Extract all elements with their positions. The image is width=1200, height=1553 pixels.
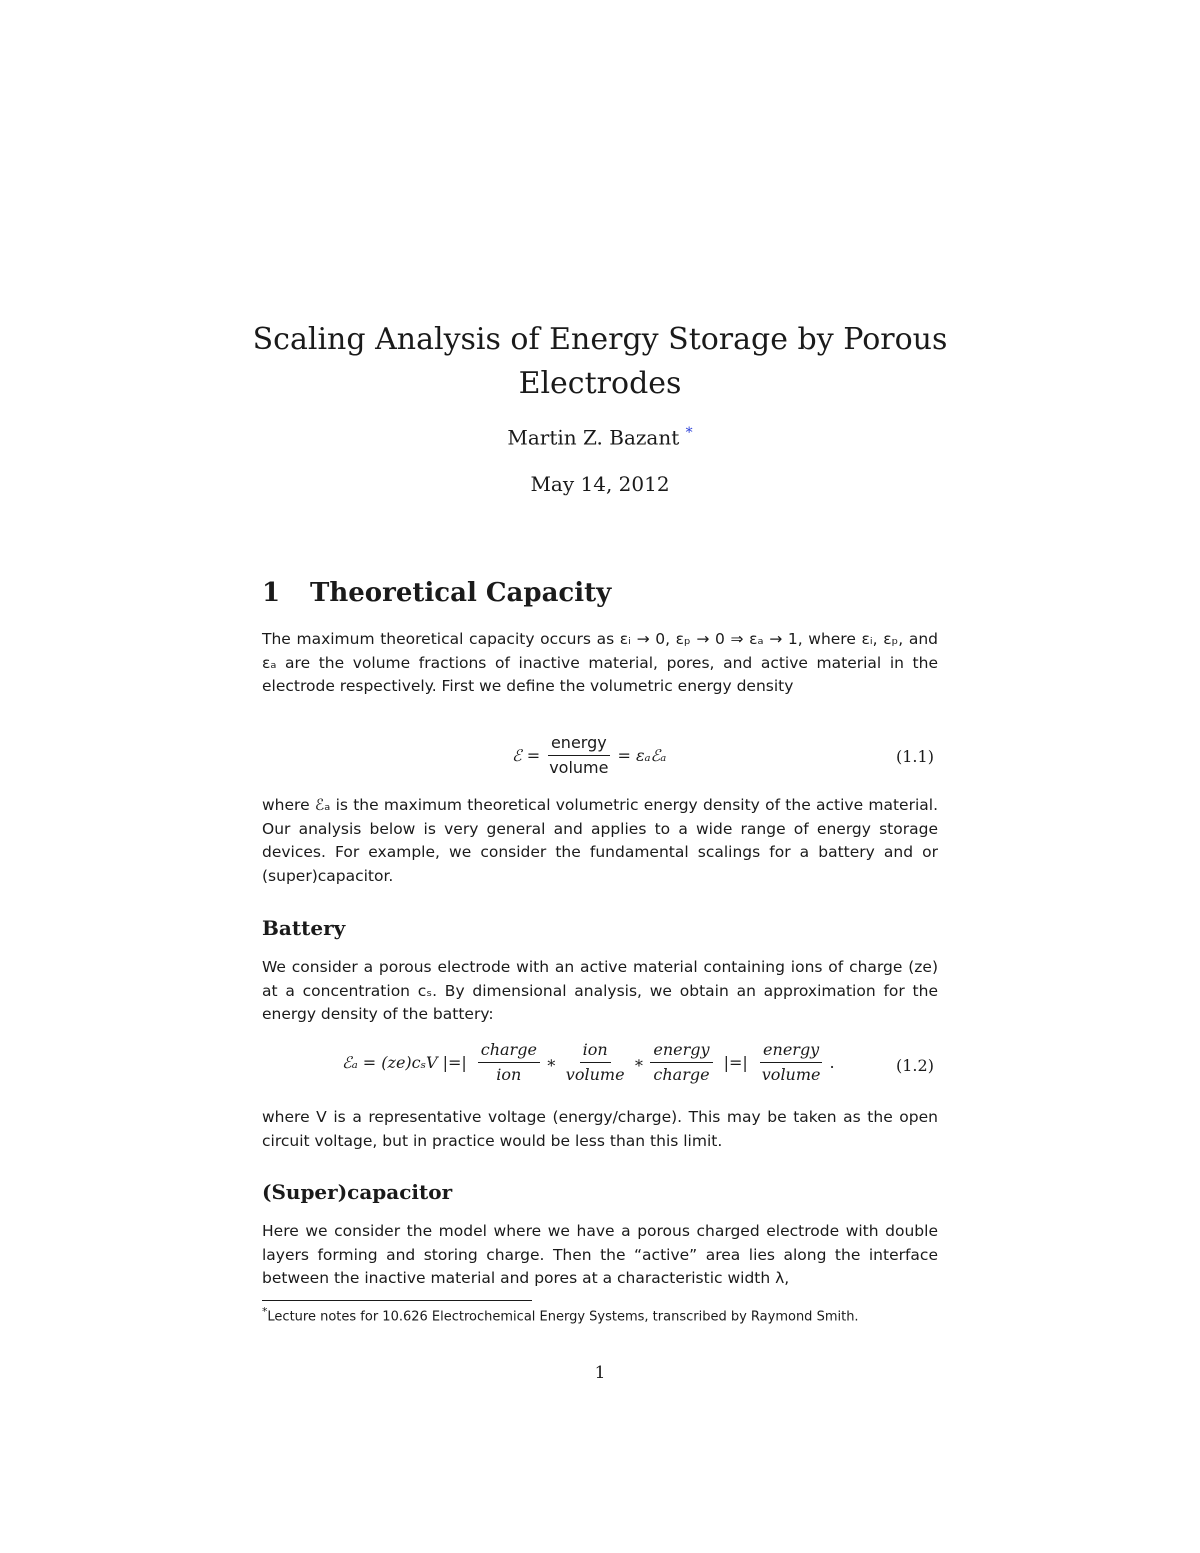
equation-lhs: ℰₐ = (ze)cₛV <box>342 1053 438 1072</box>
footnote-mark: * <box>262 1305 268 1318</box>
fraction-numerator: energy <box>548 733 610 756</box>
paragraph-energy-density: where ℰₐ is the maximum theoretical volumetric energy density of the active material. Our analysis below is very general and applies to a wide range of energy storage devices. For example, we consider the fundamental scalings for a battery and or (super)capacitor. <box>262 796 938 885</box>
paragraph-battery: We consider a porous electrode with an active material containing ions of charge (ze) at a concentration cₛ. By dimensional analysis, we obtain an approximation for the energy density of the battery: <box>262 958 938 1023</box>
fraction-denominator: ion <box>496 1065 522 1084</box>
equation-times: ∗ <box>633 1053 645 1072</box>
equation-rhs: = εₐℰₐ <box>617 746 667 765</box>
fraction-denominator: volume <box>761 1065 821 1084</box>
footnote-rule <box>262 1300 532 1301</box>
equation-fraction <box>650 1040 712 1085</box>
section-number: 1 <box>262 578 281 608</box>
footnote <box>262 1305 962 1324</box>
author-line <box>0 425 1200 450</box>
subsection-heading-supercapacitor: (Super)capacitor <box>262 1180 453 1204</box>
subsection-heading-battery: Battery <box>262 916 346 940</box>
equation-relation: |=| <box>442 1053 467 1072</box>
equation-fraction <box>546 733 611 778</box>
paragraph-supercapacitor: Here we consider the model where we have a porous charged electrode with double layers forming and storing charge. Then the “active” area lies along the interface between the inactive material and pores at a characteristic width λ, <box>262 1222 938 1287</box>
section-title: Theoretical Capacity <box>310 578 612 608</box>
section-heading <box>262 578 611 608</box>
paper-date: May 14, 2012 <box>530 472 670 496</box>
equation-fraction <box>563 1040 628 1085</box>
equation-relation: |=| <box>723 1053 748 1072</box>
equation-fraction <box>478 1040 540 1085</box>
fraction-denominator: volume <box>549 758 609 777</box>
footnote-text: Lecture notes for 10.626 Electrochemical Energy Systems, transcribed by Raymond Smith. <box>267 1309 859 1325</box>
paper-title: Scaling Analysis of Energy Storage by Porous Electrodes <box>252 322 948 401</box>
fraction-denominator: charge <box>653 1065 710 1084</box>
fraction-numerator: charge <box>478 1040 540 1063</box>
equation-lhs: ℰ = <box>512 746 541 765</box>
author-name: Martin Z. Bazant <box>507 425 680 450</box>
equation-fraction <box>759 1040 824 1085</box>
paragraph-voltage: where V is a representative voltage (energy/charge). This may be taken as the open circuit voltage, but in practice would be less than this limit. <box>262 1108 938 1150</box>
equation-number: (1.2) <box>896 1056 934 1075</box>
paragraph-intro: The maximum theoretical capacity occurs as εᵢ → 0, εₚ → 0 ⇒ εₐ → 1, where εᵢ, εₚ, and εₐ are the volume fractions of inactive material, pores, and active material in the electrode respectively. First we define the volumetric energy density <box>262 630 938 695</box>
equation-number: (1.1) <box>896 747 934 766</box>
author-footnote-mark[interactable]: * <box>685 425 693 441</box>
page-number: 1 <box>594 1363 606 1383</box>
fraction-numerator: ion <box>580 1040 611 1063</box>
equation-1-1 <box>512 733 666 778</box>
fraction-denominator: volume <box>565 1065 625 1084</box>
fraction-numerator: energy <box>760 1040 822 1063</box>
equation-times: ∗ <box>545 1053 557 1072</box>
equation-period: . <box>829 1053 835 1072</box>
fraction-numerator: energy <box>650 1040 712 1063</box>
equation-1-2 <box>342 1040 835 1085</box>
